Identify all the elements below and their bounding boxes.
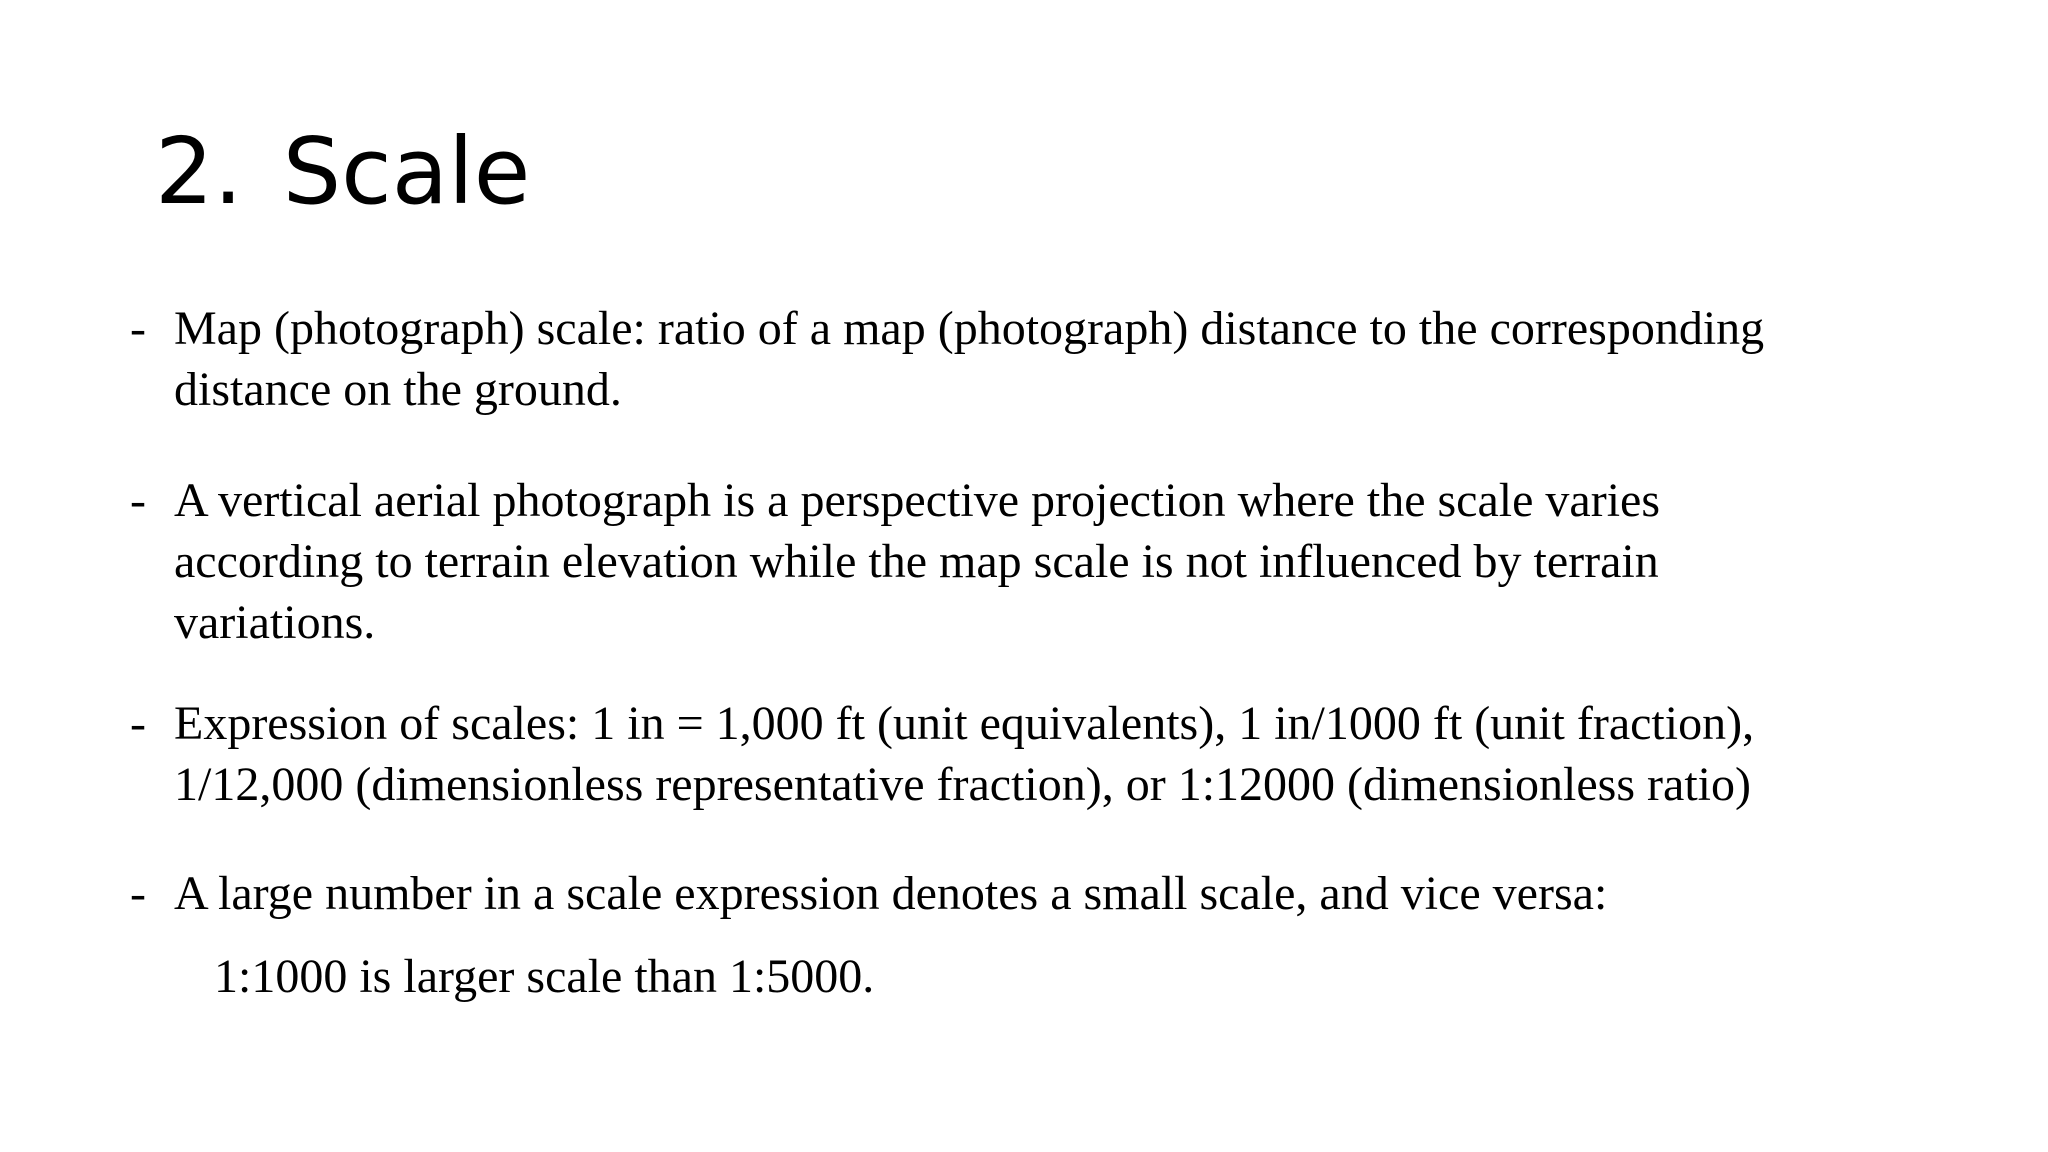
scale-example: 1:1000 is larger scale than 1:5000. [214,950,875,1003]
bullet-line: variations. [174,596,376,649]
bullet-large-number-small-scale [130,863,1990,924]
bullet-line: A vertical aerial photograph is a perspective projection where the scale varies [174,474,1661,527]
bullet-marker: - [130,697,146,750]
bullet-line: according to terrain elevation while the map scale is not influenced by terrain [174,535,1659,588]
bullet-line: Map (photograph) scale: ratio of a map (photograph) distance to the corresponding [174,302,1765,355]
bullet-line: A large number in a scale expression denotes a small scale, and vice versa: [174,867,1608,920]
bullet-marker: - [130,474,146,527]
title-text: Scale [282,118,531,225]
bullet-aerial-photograph [130,470,1990,653]
slide-title [155,112,530,232]
bullet-expression-of-scales [130,693,1990,815]
bullet-line: 1/12,000 (dimensionless representative fraction), or 1:12000 (dimensionless ratio) [174,758,1751,811]
slide-body [130,298,1990,1007]
title-number: 2. [155,118,243,225]
bullet-line: distance on the ground. [174,363,622,416]
bullet-line: Expression of scales: 1 in = 1,000 ft (unit equivalents), 1 in/1000 ft (unit fraction), [174,697,1755,750]
bullet-map-scale-definition [130,298,1990,420]
bullet-marker: - [130,867,146,920]
bullet-marker: - [130,302,146,355]
